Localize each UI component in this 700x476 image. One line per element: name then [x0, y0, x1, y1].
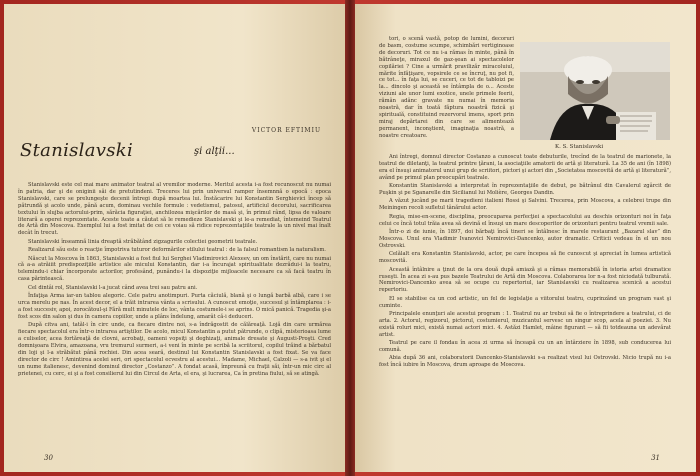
- paragraph: Această întâlnire a ţinut de la ora două după amiază şi a rămas memorabilă în istoria artei dramatice ruseşti. În acea zi s-au pus bazele Teatrului de Artă din Moscova. Colaborarea lor n-a fost niciodată tulburată. Nemirovici-Dancenko avea să se ocupe cu repertoriul, iar Stanislavski cu realizarea scenică a acestui repertoriu.: [379, 266, 671, 294]
- paragraph: Teatrul pe care il fondau în acea zi urma să înceapă cu un an întârziere în 1898, sub conducerea lui comună.: [379, 340, 671, 354]
- paragraph: Celălalt era Konstantin Stanislavski, actor, pe care începea să fie cunoscut şi apreciat în lumea artistică moscovită.: [379, 251, 671, 265]
- left-body-text: [18, 182, 331, 379]
- right-column-text: [379, 36, 514, 141]
- paragraph: Înfaţişa Arma iar-un tablou alegoric. Cele patru anotimpuri. Purta căciulă, blană şi o lungă barbă albă, care i se urca merelu pe nas. În acest decor, el a trăit intrarea vânta a scrisului. A cunoscut emoţie, succesul şi întâmplarea : i-a fost succesiv, apoi, zorocătoul-şi Fără mult minutele de loc, vânta costumele-i se aprins. O mică panică. Tragedia şi-a fost scos din salon şi dus în camera copiilor, unde a plâns îndelung, amarât că-i deduceri.: [18, 293, 331, 320]
- photo-caption: K. S. Stanislavski: [555, 144, 604, 150]
- article-author: VICTOR EFTIMIU: [251, 127, 321, 134]
- paragraph: tori, o scenă vastă, potop de lumini, decoruri de basm, costume scumpe, schimbări vertiginoase de decoruri. Tot ce nu i-a rămas în minte, până în bătrâneţe, miraxul de gaz-şean ai spectacolelor copilăriei ? Cine a urmărit pravilizăr miracoluiul, mărite înfăţişare, vopsirele ce se încruţ, nu pot fi, ce tot... în faţa lui, se cuceri, ce tot de tabloizi pe la... dincolo şi această se întâmpla de o... Aceste viziuni ale unor lumi exotice, unele primele feerii, rămân adânc gravate nu numai în memoria noastră, dar în toată făptura noastră fizică şi spirituală, constituind rezervorul imens, sport prin miraj depărtarei din care se alimentează permanent, inconştient, imaginaţia noastră, a noastre creatoare.: [379, 36, 514, 139]
- page-number: 31: [651, 454, 660, 462]
- paragraph: Cel dintâi rol, Stanislavski l-a jucat când avea trei sau patru ani.: [28, 284, 198, 291]
- book-gutter: [345, 0, 355, 476]
- paragraph: Abia după 36 ani, colaboratorii Dancenko-Stanislavski s-a realizat visul lui Ostrovski. Nicio trupă nu i-a fost încă iubire în Moscova, drum aproape de Moscova.: [379, 355, 671, 369]
- paragraph: Stanislavski este cel mai mare animator teatral al vremilor moderne. Meritul acesta i-a fost recunoscut nu numai în patria, dar şi de oniginii săi de pretutindeni. Treceres lui prin universul ramper însemnnă o epocă : epoca Stanislavski, care se prelungeşte decenii întregi după moartea lui. Înstăcarire lui Konstantin Serghievici încep să pătrundă şi acolo unde, până acum, dominau vechile formule : vedetismul, patosul, artificiul decorului, sacrificarea textului în slujba actorului-prim, sărăcia figuraţiei, anchilozea mişcărilor de masă şi, în primul rând, lipsa de valoare literară a operei reprezentate. Aceste toate a căutat să le remedieze Stanislavski şi le-a remediat, întemeind Teatrul de Artă din Moscova. Exemplul lui a fost imitat de cei ce voiau să ridice reprezentaţiile teatrale la un nivel mai înalt decât în trecut.: [18, 182, 331, 237]
- paragraph: Konstantin Stanislavski a interpretat în reprezentaţiile de debut, pe bătrânul din Cavalerul zgârcit de Puşkin şi pe Sganarelle din Sicilianul lui Molière, Georges Dandin.: [379, 183, 671, 197]
- paragraph: El se stabilise ca un cod artistic, un fel de legislaţie a viitorului teatru, cuprinzând un program vast şi cuminte.: [379, 295, 671, 309]
- left-page: [4, 4, 345, 472]
- right-body-text: [379, 154, 671, 371]
- paragraph: Stanislavski înseamnă linia dreaptă străbătând zigzagurile colectiei geometrii teatrale.: [28, 238, 258, 245]
- paragraph: Într-o zi de iunie, în 1897, doi bărbaţi încă tineri se întâlnesc în marele restaurant „Bazarul slav” din Moscova. Unul era Vladimir Ivanovici Nemirovici-Dancenko, autor dramatic. Criticii vedeau în el un nou Ostrovski.: [379, 229, 671, 249]
- paragraph: Regia, mise-en-scene, disciplina, preocuparea perfecţiei a spectacolului au deschis orizonturi noi în faţa celui ce încă totul trăia avea să devină el însuşi un mare descoperitor de orizonturi pentru teatrul vremii sale.: [379, 213, 671, 227]
- paragraph: Principalele enunţuri ale acestui program : 1. Teatrul nu ar trebui să fie o întreprindere a teatrului, ci de arta. 2. Actorul, regizorul, pictorul, costumierul, muzicantul servesc un singur scop, acela al poeziei. 3. Nu există roluri mici, există numai actori mici. 4. Astăzi Hamlet, mâine figurant — să fii totdeauna un adevărat artist.: [379, 311, 671, 338]
- paragraph: Ani întregi, domnul director Costanzo a cunoscut toate debuturile, trecînd de la teatrul de marionete, la teatrul de diletanţi, la teatrul printre ţărani, la asociaţiile amatorii de artă şi literatură. La 35 de ani (în 1898) era el însuşi animatorul unui grup de scriitori, pictori şi actori din „Societatea moscovită de artă şi literatură”, având pe primul plan preocupări teatrale.: [379, 154, 671, 181]
- right-page: [355, 4, 696, 472]
- portrait-photo: [520, 42, 670, 140]
- article-title: Stanislavski: [20, 140, 134, 161]
- paragraph: Realizarul său este o reacţie împotriva tuturor deformărilor stilului teatral : de la falsul romantism la naturalism.: [28, 247, 326, 254]
- paragraph: După citva ani, tatăl-i în circ unde, ca fiecare dintre noi, s-a îndrăgostit de călăreaţă. Lojă din care urmărea fiecare spectacolul era într-o intrarea artiştilor. De acolo, micul Konstantin a putut pătrunde, o clipă, misterioasa lume a culiselor, acea fortăreaţă de clovni, acrobaţi, oameni vopsiţi şi deghizaţi, animale dresate şi Augusti-Proşti. Cred domnişoara Elvira, amazoana, vru tremurul surmeri, a-i veni în minte pe scribă la scriitorul, copilul trăind a bărbatul din loji şi l-a străbătut până rochiei. Din acea seară, destinul lui Konstantin Stanislavski a fost fixat. Se va face director de circ ! Amintirea acelei seri, ori spectacolul ecvestru al acestui... Madame, Michael, Calzoli — s-a ivit şi el un nume italienesc, devenind dominul director „Costanzo”. A fondat acasă, împreună cu fraţii săi, într-un mic circ al prietenei, cu cerc, ei şi a fost consilierul lui din Circul de Arta, el era, şi lucrarea, Ca în pretina fiului, să se atingă.: [18, 322, 331, 377]
- article-subtitle: şi alţii...: [194, 146, 235, 157]
- paragraph: A văzut jucând pe marii tragedieni italieni Rossi şi Salvini. Trecerea, prin Moscova, a celebrei trupe din Meiningen recoli sufletul tânărului actor.: [379, 198, 671, 212]
- page-number: 30: [44, 454, 53, 462]
- paragraph: Născut la Moscova în 1863, Stanislavski a fost fiul lui Serghei Vladimirovici Alexeev, un om înstărit, care nu numai că a-a atrăiiit predispoziţiile artistice ale micului Konstantin, dar i-a încurajat spiritualitate dezrădui-i la teatru, telemindu-i chiar încorporate actorilor, profesând, punându-i la dispoziţie mijloacele necesare ca să facă teatru în casa părintească.: [18, 255, 331, 283]
